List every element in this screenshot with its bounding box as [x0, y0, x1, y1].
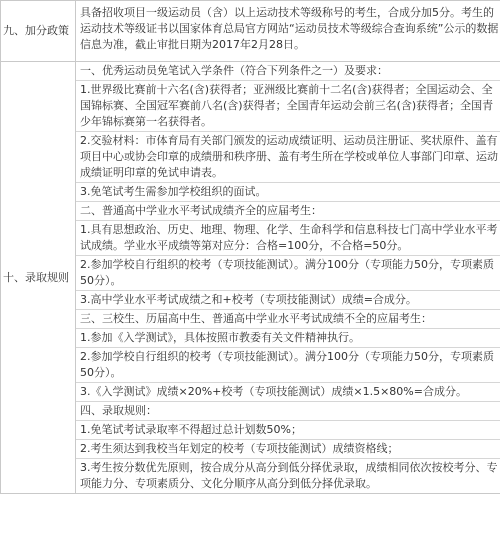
rule-item: 1.参加《入学测试》，具体按照市教委有关文件精神执行。 [76, 329, 500, 348]
section-9-label: 九、加分政策 [1, 1, 76, 62]
section-10-content [76, 62, 500, 494]
rule-item: 2.交验材料：市体育局有关部门颁发的运动成绩证明、运动员注册证、奖状原件、盖有项目中心或协会印章的成绩册和秩序册、盖有考生所在学校或单位人事部门印章、运动成绩证明印章的免试申请表。 [76, 132, 500, 183]
rule-item: 3.免笔试考生需参加学校组织的面试。 [76, 183, 500, 202]
rule-item: 2.参加学校自行组织的校考（专项技能测试）。满分100分（专项能力50分，专项素质50分）。 [76, 256, 500, 291]
rule-item: 3.高中学业水平考试成绩之和+校考（专项技能测试）成绩=合成分。 [76, 291, 500, 310]
rule-item: 1.免笔试考试录取率不得超过总计划数50%； [76, 421, 500, 440]
rule-item: 1.具有思想政治、历史、地理、物理、化学、生命科学和信息科技七门高中学业水平考试成绩。学业水平成绩等第对应分：合格=100分，不合格=50分。 [76, 221, 500, 256]
rule-item: 1.世界级比赛前十六名(含)获得者；亚洲级比赛前十二名(含)获得者；全国运动会、全国锦标赛、全国冠军赛前八名(含)获得者；全国青年运动会前三名(含)获得者；全国青少年锦标赛第一名获得者。 [76, 81, 500, 132]
rule-heading-2: 二、普通高中学业水平考试成绩齐全的应届考生： [76, 202, 500, 221]
table-row [1, 62, 500, 494]
rule-heading-4: 四、录取规则： [76, 402, 500, 421]
section-9-content [76, 1, 500, 62]
rule-item: 2.参加学校自行组织的校考（专项技能测试）。满分100分（专项能力50分，专项素质50分）。 [76, 348, 500, 383]
rule-item: 2.考生须达到我校当年划定的校考（专项技能测试）成绩资格线； [76, 440, 500, 459]
bonus-policy-text: 具备招收项目一级运动员（含）以上运动技术等级称号的考生，合成分加5分。考生的运动技术等级证书以国家体育总局官方网站“运动员技术等级综合查询系统”公示的数据信息为准，截止审批日期为2017年2月28日。 [80, 6, 499, 51]
table-row [1, 1, 500, 62]
rule-heading-3: 三、三校生、历届高中生、普通高中学业水平考试成绩不全的应届考生： [76, 310, 500, 329]
rule-item: 3.《入学测试》成绩×20%+校考（专项技能测试）成绩×1.5×80%=合成分。 [76, 383, 500, 402]
rule-heading-1: 一、优秀运动员免笔试入学条件（符合下列条件之一）及要求： [76, 62, 500, 81]
section-10-label: 十、录取规则 [1, 62, 76, 494]
rule-item: 3.考生按分数优先原则，按合成分从高分到低分择优录取，成绩相同依次按校考分、专项能力分、专项素质分、文化分顺序从高分到低分择优录取。 [80, 461, 498, 490]
